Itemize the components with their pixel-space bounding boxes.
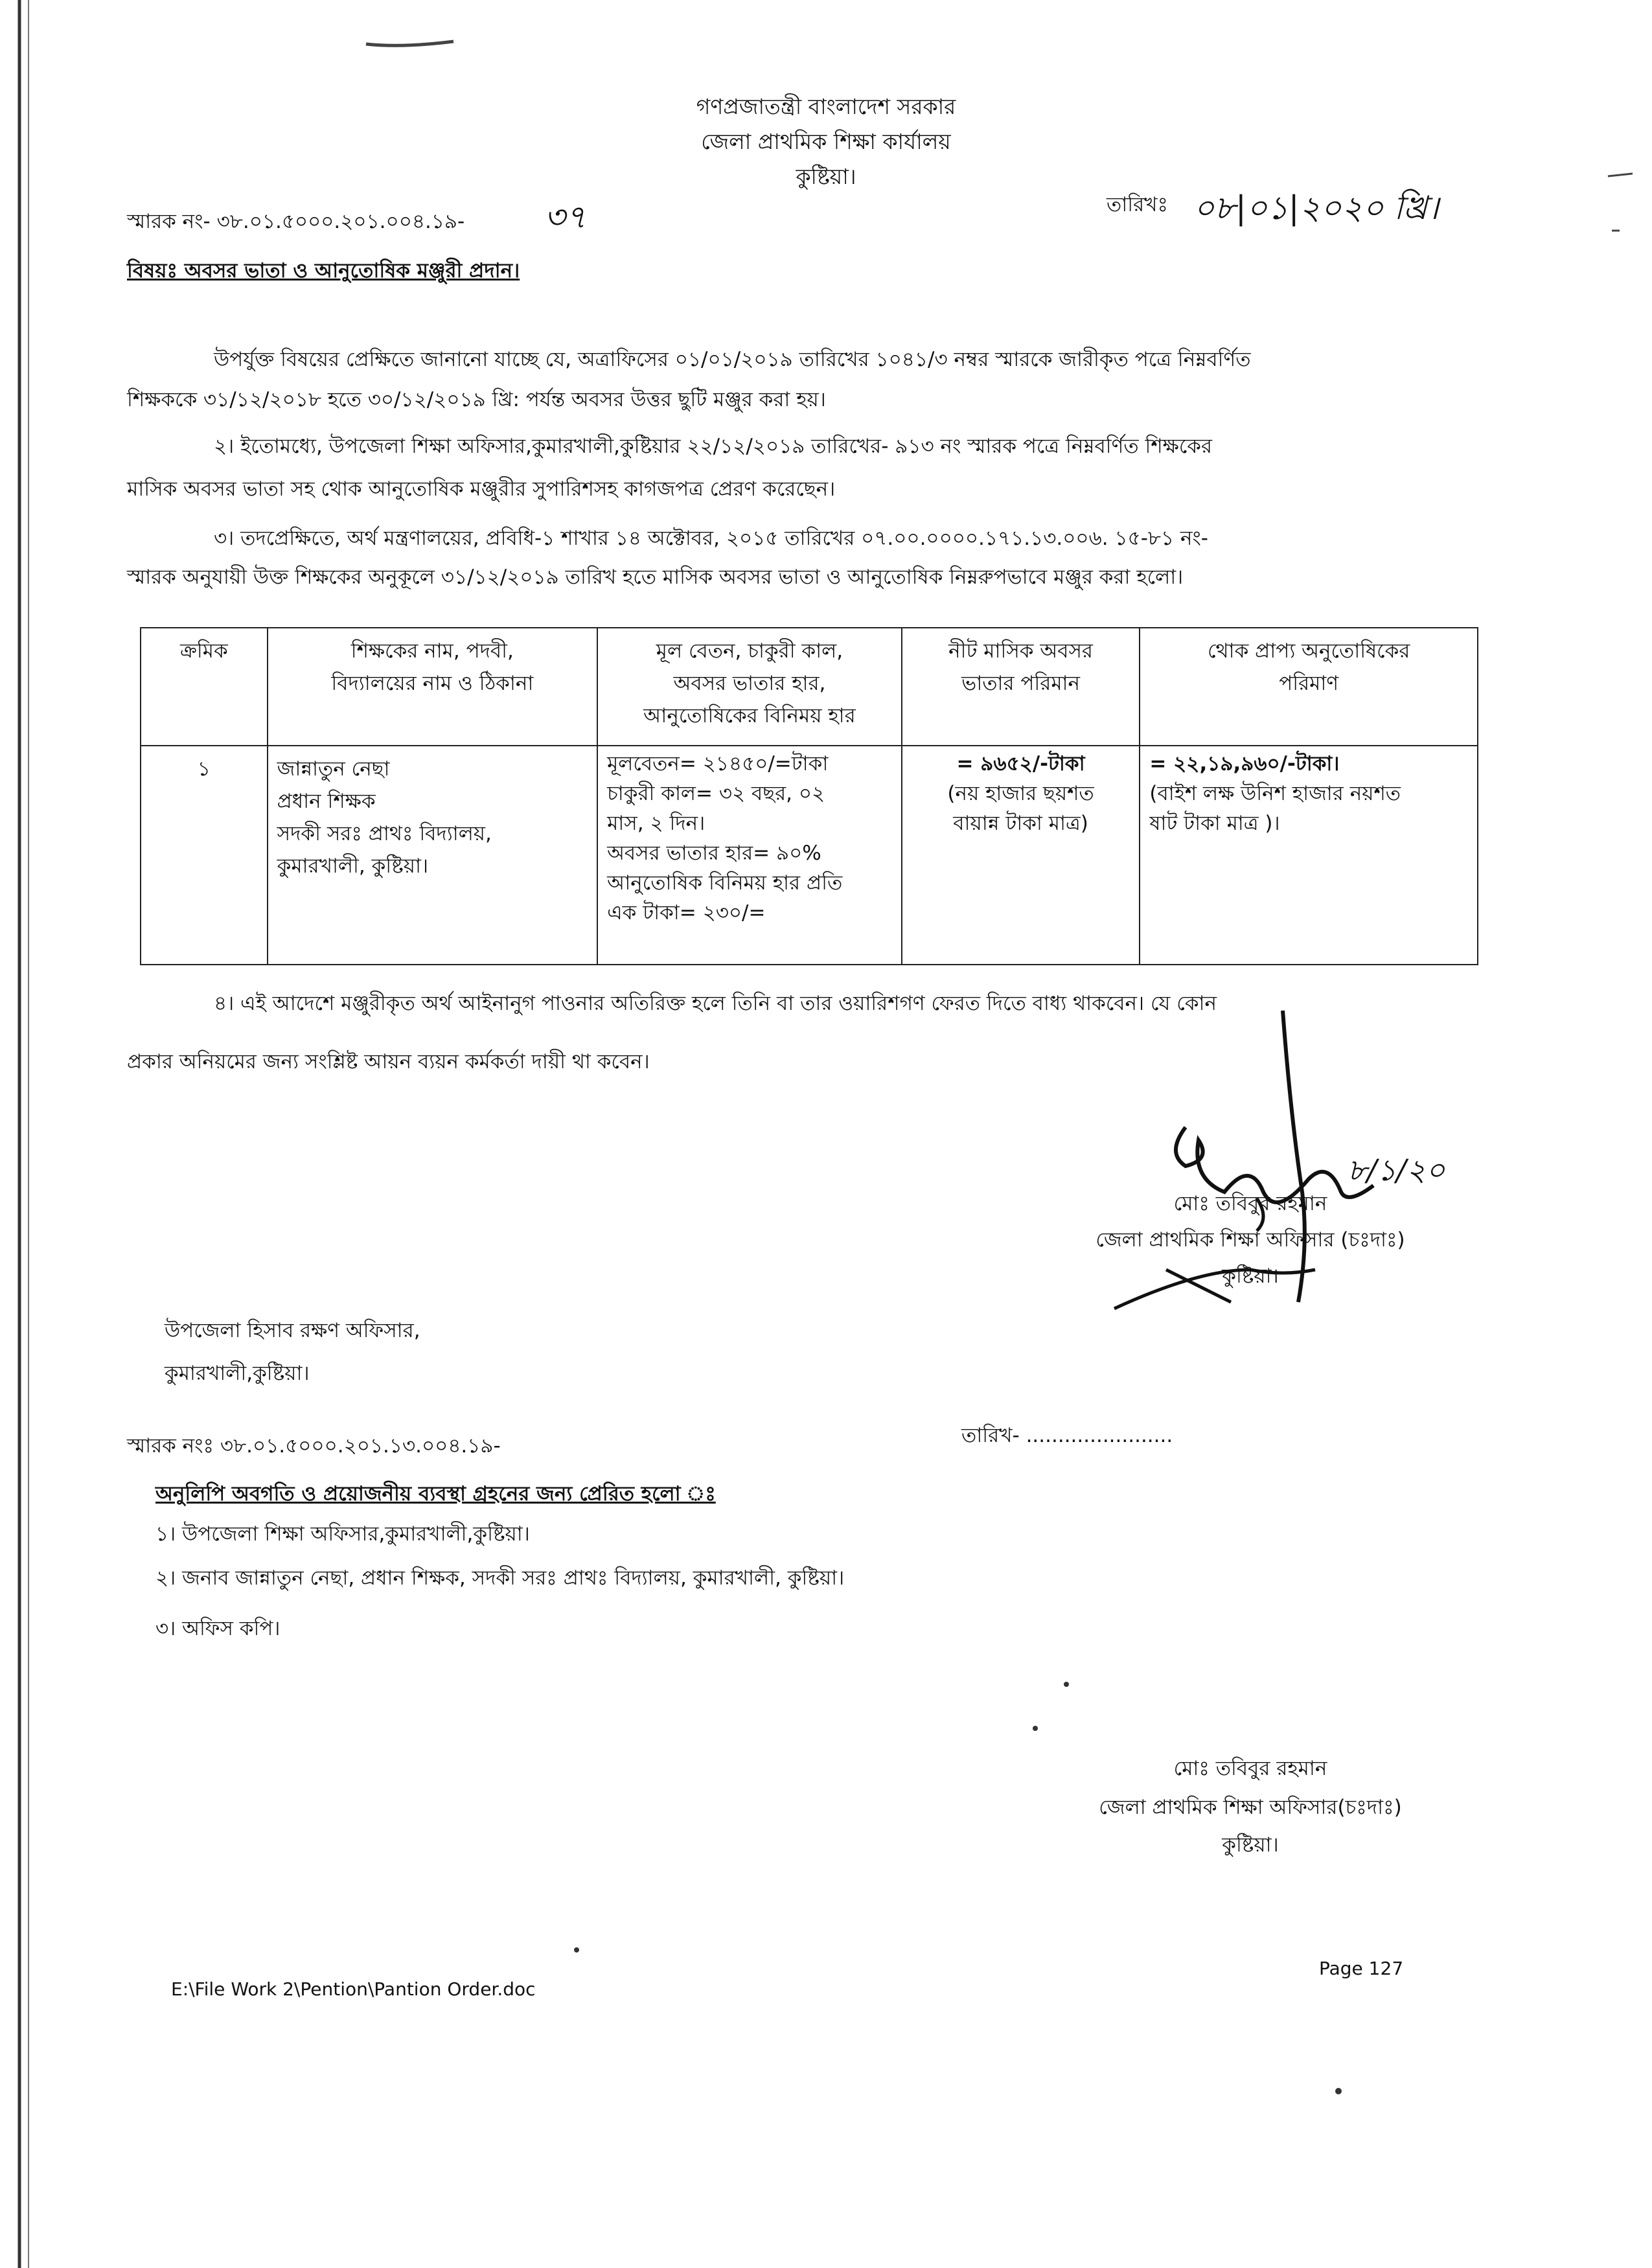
recipient-line-1: উপজেলা হিসাব রক্ষণ অফিসার, <box>165 1319 420 1342</box>
table-header-row <box>141 628 1478 746</box>
pension-table <box>140 627 1478 965</box>
paragraph-4-line-2: প্রকার অনিয়মের জন্য সংশ্লিষ্ট আয়ন ব্যয়ন কর্মকর্তা দায়ী থা কবেন। <box>127 1050 650 1073</box>
memo-number: স্মারক নং- ৩৮.০১.৫০০০.২০১.০০৪.১৯- <box>127 210 465 233</box>
paragraph-1-line-1: উপর্যুক্ত বিষয়ের প্রেক্ষিতে জানানো যাচ্ছে যে, অত্রাফিসের ০১/০১/২০১৯ তারিখের ১০৪১/৩ নম্বর স্মারকে জারীকৃত পত্রে নিম্নবর্ণিত <box>214 348 1251 371</box>
header-gratuity: থোক প্রাপ্য অনুতোষিকের পরিমাণ <box>1140 628 1478 746</box>
signature-date-scribble: ৮/১/২০ <box>1348 1152 1445 1187</box>
cell-teacher: জান্নাতুন নেছা প্রধান শিক্ষক সদকী সরঃ প্রাথঃ বিদ্যালয়, কুমারখালী, কুষ্টিয়া। <box>268 746 597 965</box>
header-teacher: শিক্ষকের নাম, পদবী, বিদ্যালয়ের নাম ও ঠিকানা <box>268 628 597 746</box>
header-net-pension: নীট মাসিক অবসর ভাতার পরিমান <box>902 628 1140 746</box>
cell-salary: মূলবেতন= ২১৪৫০/=টাকা চাকুরী কাল= ৩২ বছর, ০২ মাস, ২ দিন। অবসর ভাতার হার= ৯০% আনুতোষিক বিনিময় হার প্রতি এক টাকা= ২৩০/= <box>597 746 902 965</box>
header-serial: ক্রমিক <box>141 628 268 746</box>
copy-item-2: ২। জনাব জান্নাতুন নেছা, প্রধান শিক্ষক, সদকী সরঃ প্রাথঃ বিদ্যালয়, কুমারখালী, কুষ্টিয়া। <box>155 1566 845 1590</box>
page-number: Page 127 <box>1319 1958 1404 1979</box>
paragraph-3-line-1: ৩। তদপ্রেক্ষিতে, অর্থ মন্ত্রণালয়ের, প্রবিধি-১ শাখার ১৪ অক্টোবর, ২০১৫ তারিখের ০৭.০০.০০০০.১৭১.১৩.০০৬. ১৫-৮১ নং- <box>214 527 1208 550</box>
subject-line: বিষয়ঃ অবসর ভাতা ও আনুতোষিক মঞ্জুরী প্রদান। <box>127 259 520 282</box>
memo-handwritten-date: ০৮|০১|২০২০ খ্রি। <box>1193 189 1439 227</box>
paragraph-3-line-2: স্মারক অনুযায়ী উক্ত শিক্ষকের অনুকূলে ৩১/১২/২০১৯ তারিখ হতে মাসিক অবসর ভাতা ও আনুতোষিক নিম্নরুপভাবে মঞ্জুর করা হলো। <box>127 566 1184 589</box>
header-government: গণপ্রজাতন্ত্রী বাংলাদেশ সরকার <box>696 94 956 119</box>
table-row <box>141 746 1478 965</box>
copy-item-3: ৩। অফিস কপি। <box>155 1617 281 1640</box>
memo-date-label: তারিখঃ <box>1107 193 1169 216</box>
header-district: কুষ্টিয়া। <box>796 164 856 189</box>
cell-net-pension: = ৯৬৫২/-টাকা (নয় হাজার ছয়শত বায়ান্ন টাকা মাত্র) <box>902 746 1140 965</box>
signatory-2-designation: জেলা প্রাথমিক শিক্ষা অফিসার(চঃদাঃ) <box>1099 1796 1402 1819</box>
signatory-1-designation: জেলা প্রাথমিক শিক্ষা অফিসার (চঃদাঃ) <box>1096 1228 1405 1252</box>
cell-serial: ১ <box>141 746 268 965</box>
paragraph-4-line-1: ৪। এই আদেশে মঞ্জুরীকৃত অর্থ আইনানুগ পাওনার অতিরিক্ত হলে তিনি বা তার ওয়ারিশগণ ফেরত দিতে বাধ্য থাকবেন। যে কোন <box>214 992 1217 1015</box>
file-path: E:\File Work 2\Pention\Pantion Order.doc <box>171 1978 536 2000</box>
signatory-1-name: মোঃ তবিবুর রহমান <box>1173 1192 1327 1215</box>
signatory-1-place: কুষ্টিয়া। <box>1222 1265 1279 1288</box>
memo-2-number: স্মারক নংঃ ৩৮.০১.৫০০০.২০১.১৩.০০৪.১৯- <box>127 1434 501 1458</box>
copies-heading: অনুলিপি অবগতি ও প্রয়োজনীয় ব্যবস্থা গ্রহনের জন্য প্রেরিত হলো ঃ <box>155 1482 716 1506</box>
paragraph-2-line-2: মাসিক অবসর ভাতা সহ থোক আনুতোষিক মঞ্জুরীর সুপারিশসহ কাগজপত্র প্রেরণ করেছেন। <box>127 477 836 501</box>
memo-2-date: তারিখ- ....................... <box>961 1424 1173 1447</box>
signatory-2-name: মোঃ তবিবুর রহমান <box>1173 1757 1327 1780</box>
signatory-2-place: কুষ্টিয়া। <box>1222 1833 1279 1857</box>
header-office: জেলা প্রাথমিক শিক্ষা কার্যালয় <box>701 129 951 154</box>
paragraph-2-line-1: ২। ইতোমধ্যে, উপজেলা শিক্ষা অফিসার,কুমারখালী,কুষ্টিয়ার ২২/১২/২০১৯ তারিখের- ৯১৩ নং স্মারক পত্রে নিম্নবর্ণিত শিক্ষকের <box>214 435 1213 458</box>
header-salary: মূল বেতন, চাকুরী কাল, অবসর ভাতার হার, আনুতোষিকের বিনিময় হার <box>597 628 902 746</box>
recipient-line-2: কুমারখালী,কুষ্টিয়া। <box>165 1362 310 1385</box>
cell-gratuity: = ২২,১৯,৯৬০/-টাকা। (বাইশ লক্ষ উনিশ হাজার নয়শত ষাট টাকা মাত্র )। <box>1140 746 1478 965</box>
paragraph-1-line-2: শিক্ষককে ৩১/১২/২০১৮ হতে ৩০/১২/২০১৯ খ্রি: পর্যন্ত অবসর উত্তর ছুটি মঞ্জুর করা হয়। <box>127 388 826 411</box>
copy-item-1: ১। উপজেলা শিক্ষা অফিসার,কুমারখালী,কুষ্টিয়া। <box>155 1522 530 1546</box>
memo-handwritten-number: ৩৭ <box>544 198 587 236</box>
